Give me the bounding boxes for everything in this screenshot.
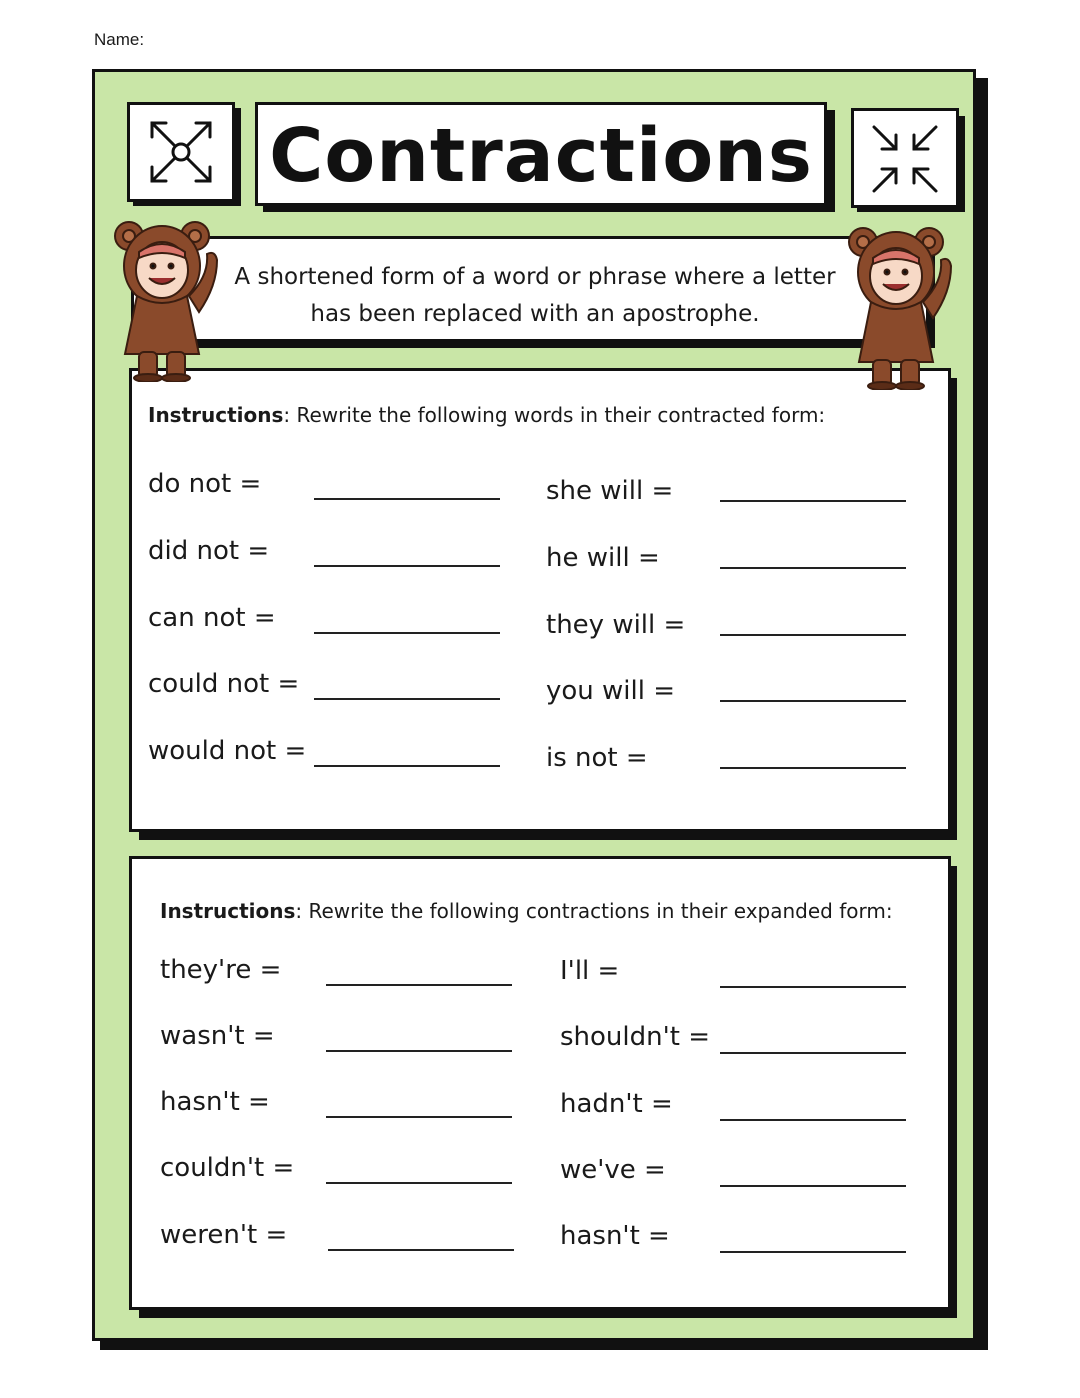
bear-costume-kid-icon — [109, 214, 229, 382]
exercise-prompt: hasn't = — [560, 1221, 670, 1251]
exercise-prompt: you will = — [546, 676, 676, 706]
definition-box — [131, 236, 929, 342]
answer-blank[interactable] — [720, 700, 906, 702]
exercise-prompt: we've = — [560, 1155, 666, 1185]
answer-blank[interactable] — [720, 986, 906, 988]
exercise-prompt: I'll = — [560, 956, 620, 986]
exercise-prompt: they're = — [160, 955, 282, 985]
exercise-prompt: hadn't = — [560, 1089, 673, 1119]
answer-blank[interactable] — [720, 1119, 906, 1121]
exercise-prompt: could not = — [148, 669, 300, 699]
answer-blank[interactable] — [326, 1182, 512, 1184]
answer-blank[interactable] — [314, 765, 500, 767]
exercise-prompt: did not = — [148, 536, 270, 566]
collapse-arrows-icon — [854, 111, 956, 205]
answer-blank[interactable] — [314, 565, 500, 567]
expanded-form-section — [129, 856, 951, 1310]
section2-instructions: Instructions: Rewrite the following contractions in their expanded form: — [160, 899, 893, 923]
answer-blank[interactable] — [720, 1052, 906, 1054]
answer-blank[interactable] — [328, 1249, 514, 1251]
exercise-prompt: is not = — [546, 743, 648, 773]
definition-line-1: A shortened form of a word or phrase where a letter — [234, 264, 836, 290]
worksheet-frame — [92, 69, 976, 1341]
answer-blank[interactable] — [720, 567, 906, 569]
collapse-icon-box — [851, 108, 959, 208]
answer-blank[interactable] — [720, 1251, 906, 1253]
exercise-prompt: shouldn't = — [560, 1022, 711, 1052]
exercise-prompt: she will = — [546, 476, 674, 506]
answer-blank[interactable] — [326, 984, 512, 986]
answer-blank[interactable] — [314, 698, 500, 700]
exercise-prompt: couldn't = — [160, 1153, 295, 1183]
title-box — [255, 102, 827, 206]
answer-blank[interactable] — [720, 634, 906, 636]
exercise-prompt: do not = — [148, 469, 262, 499]
answer-blank[interactable] — [720, 767, 906, 769]
bear-costume-kid-icon — [843, 220, 963, 390]
exercise-prompt: he will = — [546, 543, 660, 573]
exercise-prompt: hasn't = — [160, 1087, 270, 1117]
exercise-prompt: weren't = — [160, 1220, 288, 1250]
expand-icon-box — [127, 102, 235, 202]
answer-blank[interactable] — [326, 1116, 512, 1118]
answer-blank[interactable] — [326, 1050, 512, 1052]
answer-blank[interactable] — [314, 632, 500, 634]
exercise-prompt: they will = — [546, 610, 686, 640]
expand-arrows-icon — [130, 105, 232, 199]
exercise-prompt: can not = — [148, 603, 276, 633]
page-title: Contractions — [269, 113, 813, 199]
definition-line-2: has been replaced with an apostrophe. — [310, 301, 760, 327]
exercise-prompt: would not = — [148, 736, 307, 766]
contracted-form-section — [129, 368, 951, 832]
exercise-prompt: wasn't = — [160, 1021, 275, 1051]
answer-blank[interactable] — [720, 1185, 906, 1187]
answer-blank[interactable] — [720, 500, 906, 502]
section1-instructions: Instructions: Rewrite the following words in their contracted form: — [148, 403, 826, 427]
answer-blank[interactable] — [314, 498, 500, 500]
name-label: Name: — [94, 30, 145, 49]
